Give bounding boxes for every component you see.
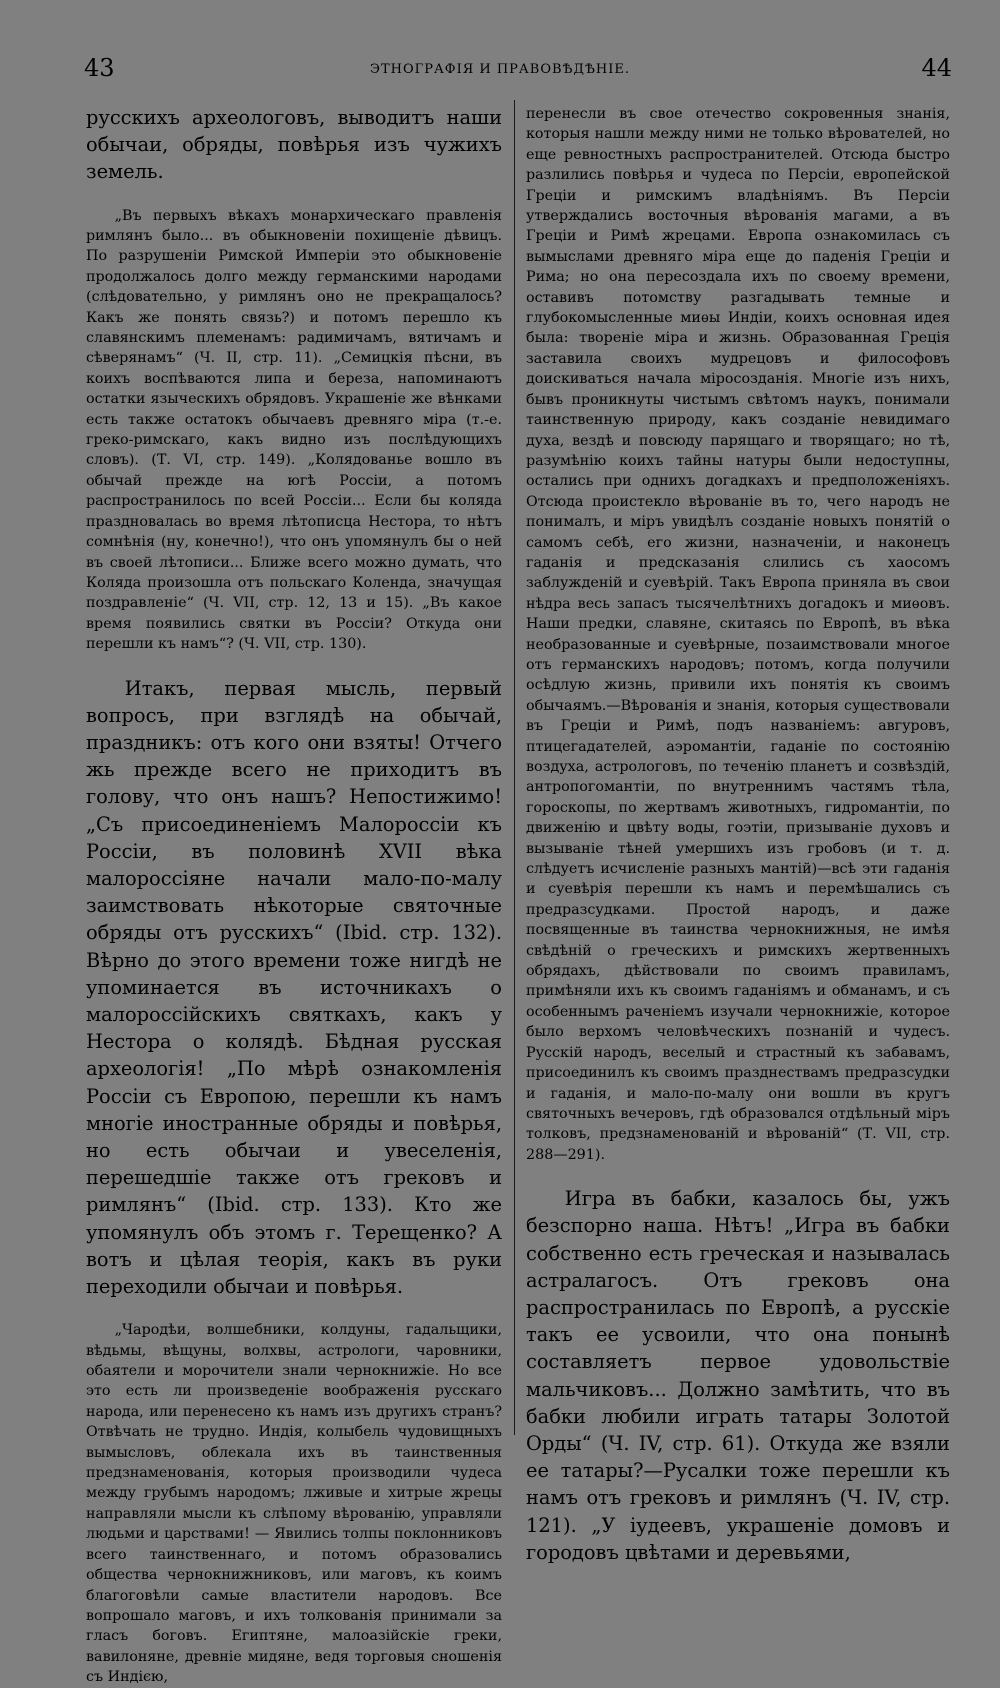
quote-block-2: „Чародѣи, волшебники, колдуны, гадальщики, вѣдьмы, вѣщуны, волхвы, астрологи, чаровники, обаятели и морочители знали чернокнижіе. Но все это есть ли произведеніе воображенія русскаго народа, или перенесено къ намъ изъ другихъ странъ? Отвѣчать не трудно. Индія, колыбель чудовищныхъ вымысловъ, облекала ихъ въ таинственныя предзнаменованія, которыя производили чудеса между грубымъ народомъ; лживые и хитрые жрецы направляли мысли къ слѣпому вѣрованію, управляли людьми и царствами! — Явились толпы поклонниковъ всего таинственнаго, и потомъ образовались общества чернокнижниковъ, или маговъ, къ коимъ благоговѣли самые властители народовъ. Все вопрошало маговъ, и ихъ толкованія принимали за гласъ боговъ. Египтяне, малоазійскіе греки, вавилоняне, древніе мидяне, ведя торговыя сношенія съ Индією, [86, 1322, 502, 1686]
column-divider [514, 100, 515, 1435]
paragraph-bones-game: Игра въ бабки, казалось бы, ужъ безспорно наша. Нѣтъ! „Игра въ бабки собственно есть греческая и называлась астралагосъ. Отъ грековъ она распространилась по Европѣ, а русскіе такъ ее усвоили, что она понынѣ составляетъ первое удовольствіе мальчиковъ... Должно замѣтить, что въ бабки любили играть татары Золотой Орды“ (Ч. IV, стр. 61). Откуда же взяли ее татары?—Русалки тоже перешли къ намъ отъ грековъ и римлянъ (Ч. IV, стр. 121). „У іудеевъ, украшеніе домовъ и городовъ цвѣтами и деревьями, [526, 1187, 950, 1564]
left-column [86, 104, 502, 1686]
page-header [0, 0, 1000, 100]
quote-block-2-continued: перенесли въ свое отечество сокровенныя знанія, которыя нашли между ними не только вѣрователей, но еще ревностныхъ распространителей. Отсюда быстро разлились повѣрья и чудеса по Персіи, европейской Греціи и римскимъ владѣніямъ. Въ Персіи утверждались восточныя вѣрованія магами, а въ Греціи и Римѣ жрецами. Европа ознакомилась съ вымыслами древняго міра еще до паденія Греціи и Рима; но она пересоздала ихъ по своему времени, оставивъ потомству разгадывать темные и глубокомысленные миѳы Индіи, коихъ основная идея была: твореніе міра и жизнь. Образованная Греція заставила своихъ мудрецовъ и философовъ доискиваться начала міросозданія. Многіе изъ нихъ, бывъ проникнуты чистымъ свѣтомъ наукъ, понимали таинственную природу, какъ созданіе невидимаго духа, вездѣ и повсюду парящаго и творящаго; но тѣ, разумѣнію коихъ тайны натуры были недоступны, остались при однихъ догадкахъ и предположеніяхъ. Отсюда проистекло вѣрованіе въ то, чего народъ не понималъ, и міръ увидѣлъ созданіе новыхъ понятій о самомъ себѣ, его жизни, назначеніи, и наконецъ гаданія и предсказанія слились съ хаосомъ заблужденій и суевѣрій. Такъ Европа приняла въ свои нѣдра весь запасъ тысячелѣтнихъ догадокъ и миѳовъ. Наши предки, славяне, скитаясь по Европѣ, въ вѣка необразованные и суевѣрные, позаимствовали многое отъ германскихъ народовъ; потомъ, когда получили осѣдлую жизнь, привили ихъ понятія къ своимъ обычаямъ.—Вѣрованія и знанія, которыя существовали въ Греціи и Римѣ, подъ названіемъ: авгуровъ, птицегадателей, аэромантіи, гаданіе по состоянію воздуха, астрологовъ, по теченію планетъ и созвѣздій, антропогомантіи, по внутреннимъ частямъ тѣла, гороскопы, по жертвамъ животныхъ, гидромантіи, по движенію и цвѣту воды, гоэтіи, призываніе духовъ и вызываніе тѣней умершихъ изъ гробовъ (и т. д. слѣдуетъ исчисленіе разныхъ мантій)—всѣ эти гаданія и суевѣрія перешли къ намъ и перемѣшались съ предразсудками. Простой народъ, и даже посвященные въ таинства чернокнижныя, не имѣя свѣдѣній о греческихъ и римскихъ жертвенныхъ обрядахъ, дѣйствовали по своимъ правиламъ, примѣняли ихъ къ своимъ гаданіямъ и обманамъ, и съ особеннымъ раченіемъ изучали чернокнижіе, которое было верхомъ человѣческихъ познаній и чудесъ. Русскій народъ, веселый и страстный къ забавамъ, присоединилъ къ своимъ празднествамъ предразсудки и гаданія, и мало-по-малу они вошли въ кругъ святочныхъ вечеровъ, гдѣ образовался отдѣльный міръ толковъ, предзнаменованій и вѣрованій“ (Т. VII, стр. 288—291). [526, 106, 950, 1163]
running-title: ЭТНОГРАФІЯ И ПРАВОВѢДѢНІЕ. [370, 62, 630, 77]
right-column [526, 104, 950, 1564]
quote-block-1: „Въ первыхъ вѣкахъ монархическаго правленія римлянъ было... въ обыкновеніи похищеніе дѣвицъ. По разрушеніи Римской Имперіи это обыкновеніе продолжалось долго между германскими народами (слѣдовательно, у римлянъ оно не прекращалось? Какъ же понять связь?) и потомъ перешло къ славянскимъ племенамъ: радимичамъ, вятичамъ и сѣверянамъ“ (Ч. II, стр. 11). „Семицкія пѣсни, въ коихъ воспѣваются липа и береза, напоминаютъ остатки языческихъ обрядовъ. Украшеніе же вѣнками есть также остатокъ обычаевъ древняго міра (т.-е. греко-римскаго, какъ видно изъ послѣдующихъ словъ). (Т. VI, стр. 149). „Колядованье вошло въ обычай прежде на югѣ Россіи, а потомъ распространилось по всей Россіи... Если бы коляда праздновалась во время лѣтописца Нестора, то нѣтъ сомнѣнія (ну, конечно!), что онъ упомянулъ бы о ней въ своей лѣтописи... Ближе всего можно думать, что Коляда произошла отъ польскаго Коленда, значущая поздравленіе“ (Ч. VII, стр. 12, 13 и 15). „Въ какое время появились святки въ Россіи? Откуда они перешли къ намъ“? (Ч. VII, стр. 130). [86, 207, 502, 653]
paragraph-main: Итакъ, первая мысль, первый вопросъ, при взглядѣ на обычай, праздникъ: отъ кого они взяты! Отчего жь прежде всего не приходитъ въ голову, что онъ нашъ? Непостижимо! „Съ присоединеніемъ Малороссіи къ Россіи, въ половинѣ XVII вѣка малороссіяне начали мало-по-малу заимствовать нѣкоторые святочные обряды отъ русскихъ“ (Ibid. стр. 132). Вѣрно до этого времени тоже нигдѣ не упоминается въ источникахъ о малороссійскихъ святкахъ, какъ у Нестора о колядѣ. Бѣдная русская археологія! „По мѣрѣ ознакомленія Россіи съ Европою, перешли къ намъ многіе иностранные обряды и повѣрья, но есть обычаи и увеселенія, перешедшіе также отъ грековъ и римлянъ“ (Ibid. стр. 133). Кто же упомянулъ объ этомъ г. Терещенко? А вотъ и цѣлая теорія, какъ въ руки переходили обычаи и повѣрья. [86, 676, 502, 1299]
page-number-right: 44 [921, 54, 952, 82]
page-number-left: 43 [84, 54, 115, 82]
paragraph-intro: русскихъ археологовъ, выводитъ наши обычаи, обряды, повѣрья изъ чужихъ земель. [86, 106, 502, 184]
